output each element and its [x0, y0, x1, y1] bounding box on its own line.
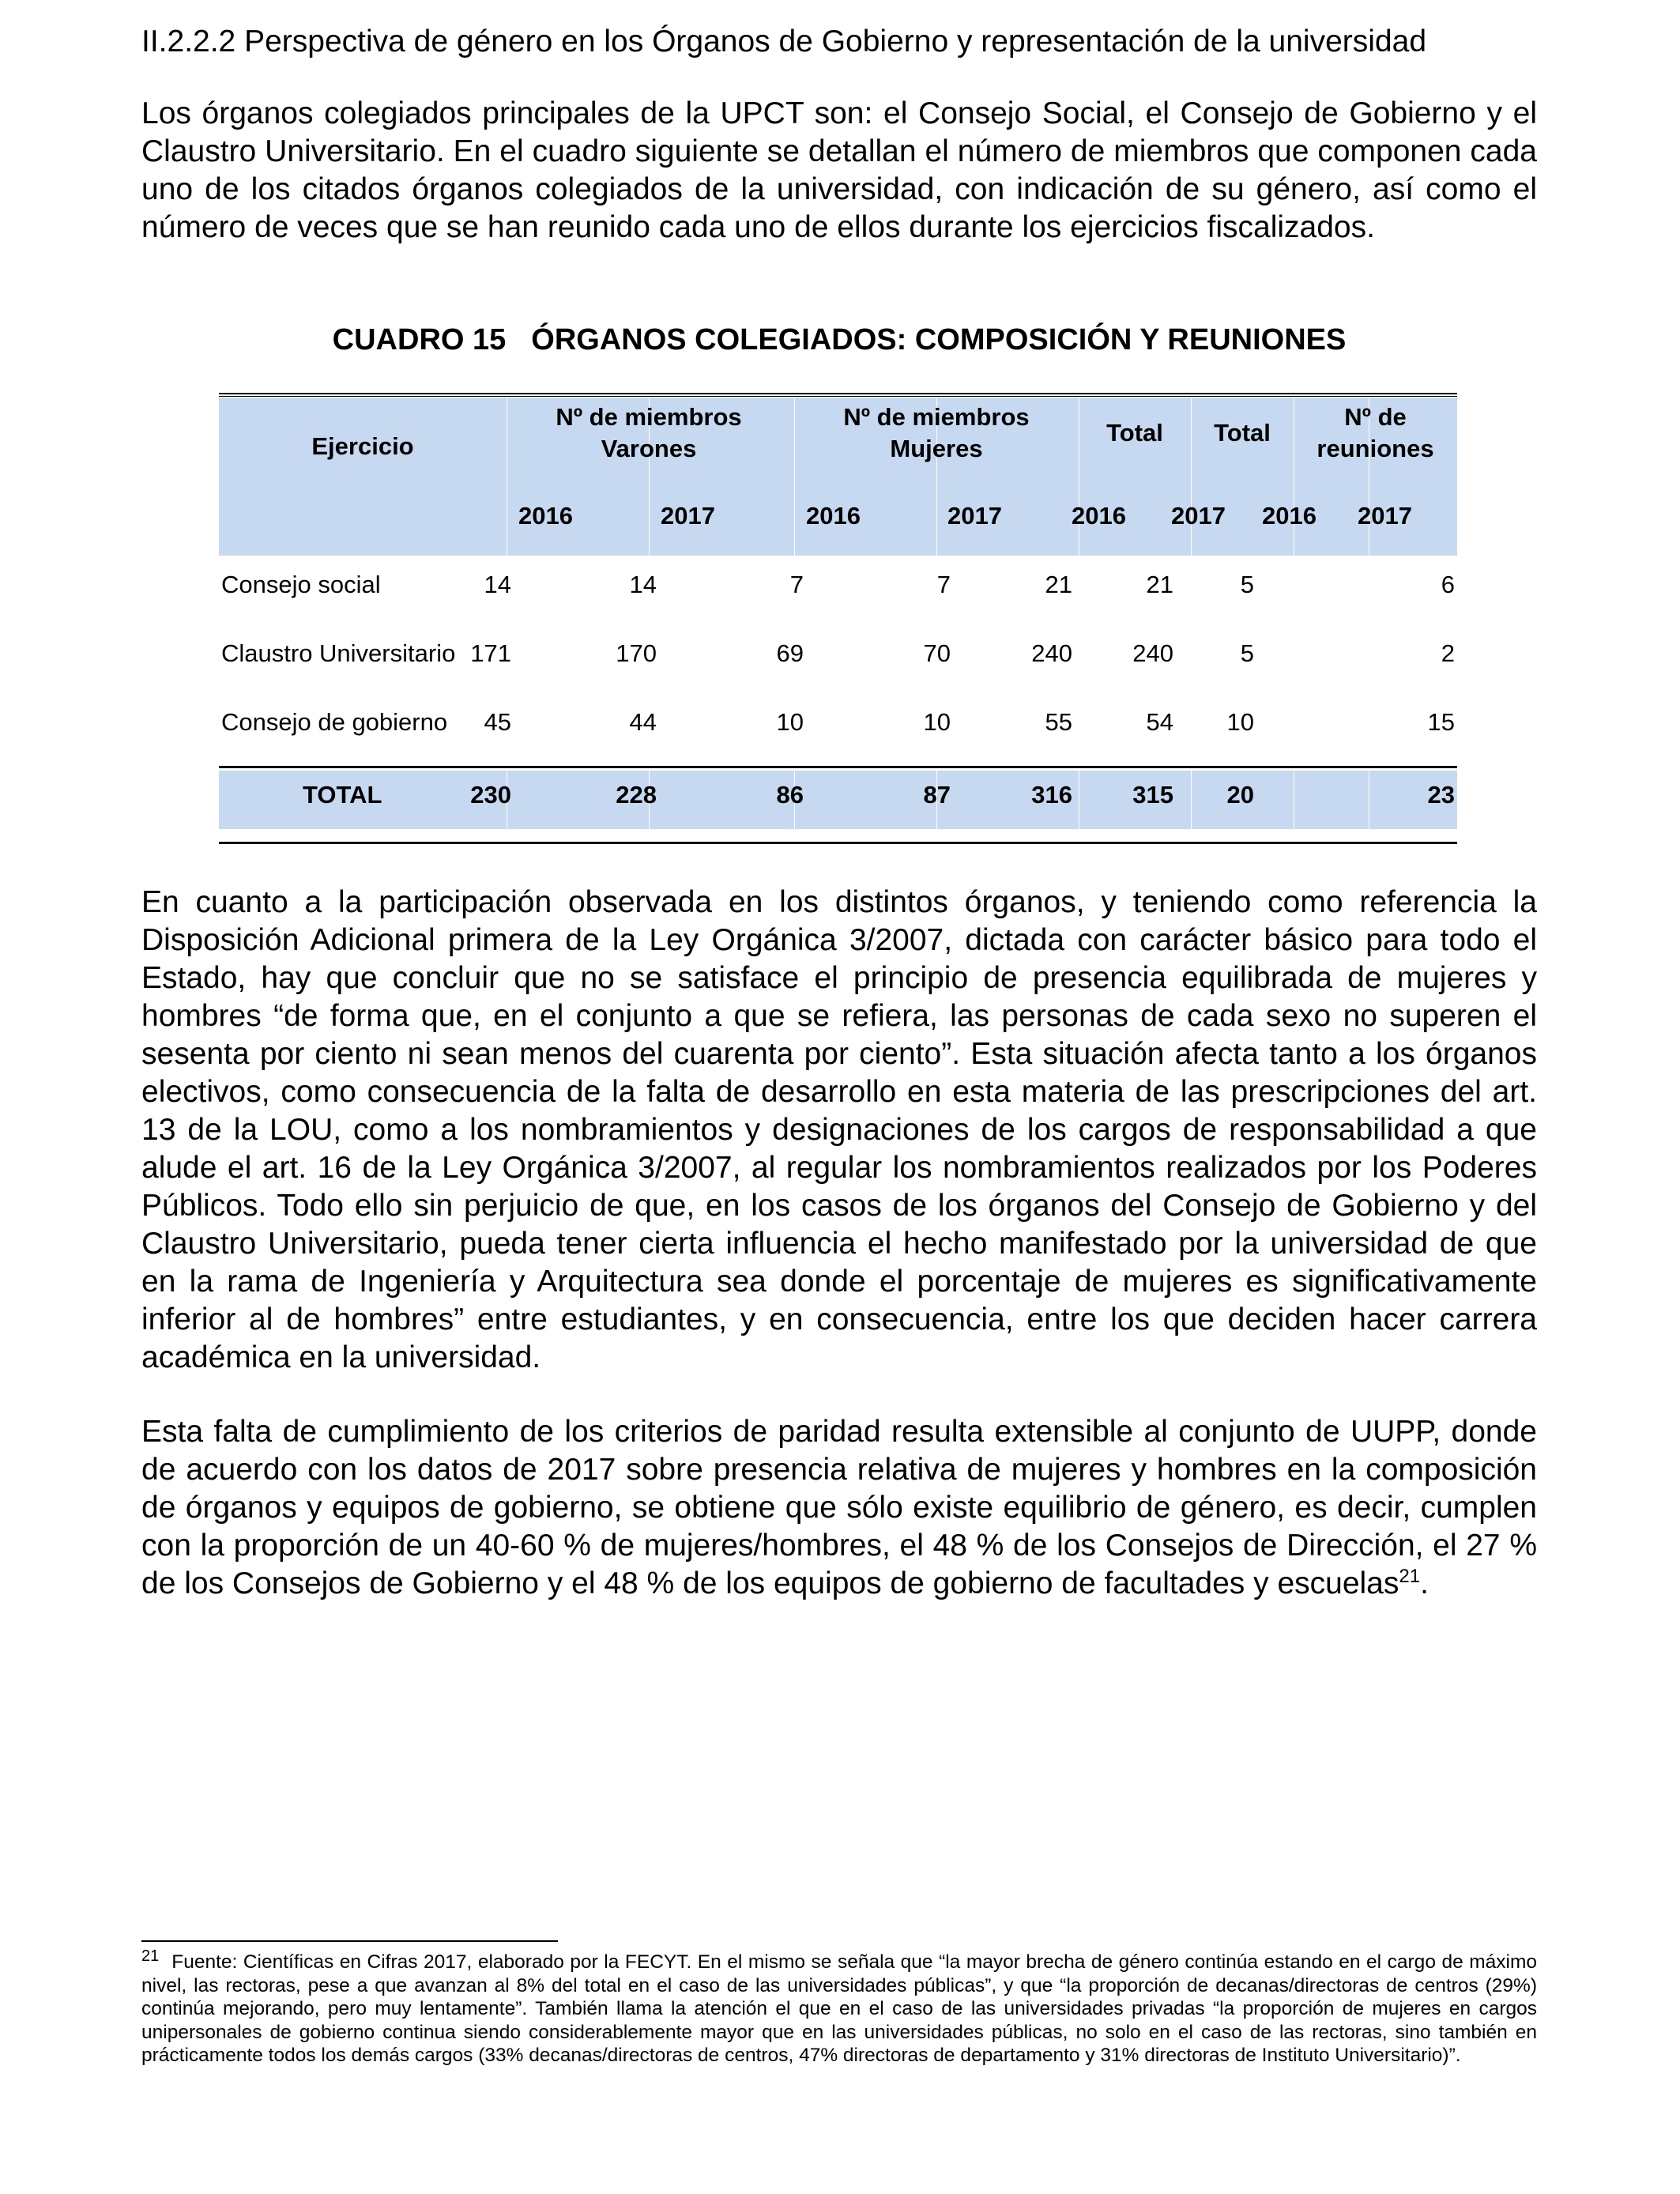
total-cell: 20 — [1226, 781, 1254, 809]
paragraph-intro: Los órganos colegiados principales de la UPCT son: el Consejo Social, el Consejo de Gobierno y el Claustro Universitario. En el cuadro siguiente se detallan el número de miembros que componen cada uno de los citados órganos colegiados de la universidad, con indicación de su género, así como el número de veces que se han reunido cada uno de ellos durante los ejercicios fiscalizados. — [141, 96, 1537, 244]
table-cell: 21 — [1146, 571, 1173, 598]
year-cell: 2016 — [1072, 502, 1126, 530]
table-cell: 10 — [1226, 708, 1254, 736]
total-cell: 23 — [1427, 781, 1455, 809]
row-label: Claustro Universitario — [221, 639, 456, 667]
table-cell: 6 — [1441, 571, 1455, 598]
table-top-rule-inner — [219, 396, 1457, 397]
total-cell: 316 — [1031, 781, 1072, 809]
header-mujeres-line1: Nº de miembros — [843, 403, 1030, 431]
table-number: CUADRO 15 — [332, 323, 507, 356]
paragraph-parity-end: . — [1420, 1566, 1429, 1600]
footnote-reference[interactable]: 21 — [1399, 1566, 1421, 1587]
table-top-rule — [219, 393, 1457, 394]
year-cell: 2016 — [518, 502, 573, 530]
table-cell: 240 — [1132, 639, 1173, 667]
year-cell: 2017 — [1171, 502, 1226, 530]
header-varones-line2: Varones — [601, 435, 697, 462]
year-cell: 2017 — [661, 502, 715, 530]
table-cell: 5 — [1240, 571, 1254, 598]
table-cell: 54 — [1146, 708, 1173, 736]
table-cell: 7 — [789, 571, 804, 598]
header-ejercicio: Ejercicio — [311, 432, 414, 460]
footnote-text: Fuente: Científicas en Cifras 2017, elaborado por la FECYT. En el mismo se señala que “la mayor brecha de género continúa estando en el cargo de máximo nivel, las rectoras, pese a que avanzan al 8% del total en el caso de las universidades públicas”, y que “la proporción de decanas/directoras de centros (29%) continúa mejorando, pero muy lentamente”. También llama la atención el que en el caso de las universidades privadas “la proporción de mujeres en cargos unipersonales de gobierno continua siendo considerablemente mayor que en las universidades públicas, no solo en el caso de las rectoras, sino también en prácticamente todos los demás cargos (33% decanas/directoras de centros, 47% directoras de departamento y 31% directoras de Instituto Universitario)”. — [141, 1951, 1537, 2066]
table-cell: 171 — [470, 639, 511, 667]
table-total-rule — [219, 766, 1457, 768]
row-label: Consejo social — [221, 571, 381, 598]
table-cell: 170 — [616, 639, 657, 667]
section-heading: II.2.2.2 Perspectiva de género en los Órganos de Gobierno y representación de la universidad — [141, 25, 1427, 58]
table-cell: 2 — [1441, 639, 1455, 667]
organos-table — [219, 393, 1457, 846]
table-cell: 14 — [484, 571, 511, 598]
total-cell: 86 — [776, 781, 804, 809]
total-cell: 315 — [1132, 781, 1173, 809]
table-cell: 5 — [1240, 639, 1254, 667]
total-label: TOTAL — [303, 781, 382, 809]
footnote-separator — [141, 1940, 558, 1942]
total-cell: 87 — [923, 781, 951, 809]
header-reuniones-line1: Nº de — [1344, 403, 1407, 431]
table-cell: 45 — [484, 708, 511, 736]
table-cell: 21 — [1045, 571, 1072, 598]
table-cell: 69 — [776, 639, 804, 667]
table-cell: 70 — [923, 639, 951, 667]
year-cell: 2016 — [1262, 502, 1317, 530]
table-cell: 44 — [629, 708, 657, 736]
header-varones-line1: Nº de miembros — [556, 403, 742, 431]
footnote — [141, 1947, 1537, 2068]
table-title: ÓRGANOS COLEGIADOS: COMPOSICIÓN Y REUNIONES — [531, 323, 1347, 356]
table-cell: 10 — [923, 708, 951, 736]
year-cell: 2016 — [806, 502, 861, 530]
table-cell: 15 — [1427, 708, 1455, 736]
paragraph-participation: En cuanto a la participación observada en los distintos órganos, y teniendo como referencia la Disposición Adicional primera de la Ley Orgánica 3/2007, dictada con carácter básico para todo el Estado, hay que concluir que no se satisface el principio de presencia equilibrada de mujeres y hombres “de forma que, en el conjunto a que se refiera, las personas de cada sexo no superen el sesenta por ciento ni sean menos del cuarenta por ciento”. Esta situación afecta tanto a los órganos electivos, como consecuencia de la falta de desarrollo en esta materia de las prescripciones del art. 13 de la LOU, como a los nombramientos y designaciones de los cargos de responsabilidad a que alude el art. 16 de la Ley Orgánica 3/2007, al regular los nombramientos realizados por los Poderes Públicos. Todo ello sin perjuicio de que, en los casos de los órganos del Consejo de Gobierno y del Claustro Universitario, pueda tener cierta influencia el hecho manifestado por la universidad de que en la rama de Ingeniería y Arquitectura sea donde el porcentaje de mujeres es significativamente inferior al de hombres” entre estudiantes, y en consecuencia, entre los que deciden hacer carrera académica en la universidad. — [141, 885, 1537, 1374]
header-mujeres-line2: Mujeres — [890, 435, 983, 462]
paragraph-parity — [141, 1413, 1537, 1603]
footnote-mark: 21 — [141, 1947, 160, 1965]
header-total-2016: Total — [1106, 419, 1163, 447]
year-cell: 2017 — [1358, 502, 1412, 530]
table-cell: 10 — [776, 708, 804, 736]
total-cell: 228 — [616, 781, 657, 809]
table-cell: 240 — [1031, 639, 1072, 667]
table-caption — [141, 321, 1537, 359]
paragraph-parity-text: Esta falta de cumplimiento de los criterios de paridad resulta extensible al conjunto de UUPP, donde de acuerdo con los datos de 2017 sobre presencia relativa de mujeres y hombres en la composición de órganos y equipos de gobierno, se obtiene que sólo existe equilibrio de género, es decir, cumplen con la proporción de un 40-60 % de mujeres/hombres, el 48 % de los Consejos de Dirección, el 27 % de los Consejos de Gobierno y el 48 % de los equipos de gobierno de facultades y escuelas — [141, 1415, 1537, 1600]
total-cell: 230 — [470, 781, 511, 809]
table-cell: 7 — [936, 571, 951, 598]
table-cell: 14 — [629, 571, 657, 598]
table-cell: 55 — [1045, 708, 1072, 736]
header-reuniones-line2: reuniones — [1317, 435, 1434, 462]
table-total-background — [219, 771, 1457, 829]
row-label: Consejo de gobierno — [221, 708, 448, 736]
header-total-2017: Total — [1214, 419, 1271, 447]
year-cell: 2017 — [947, 502, 1002, 530]
table-bottom-rule — [219, 842, 1457, 844]
